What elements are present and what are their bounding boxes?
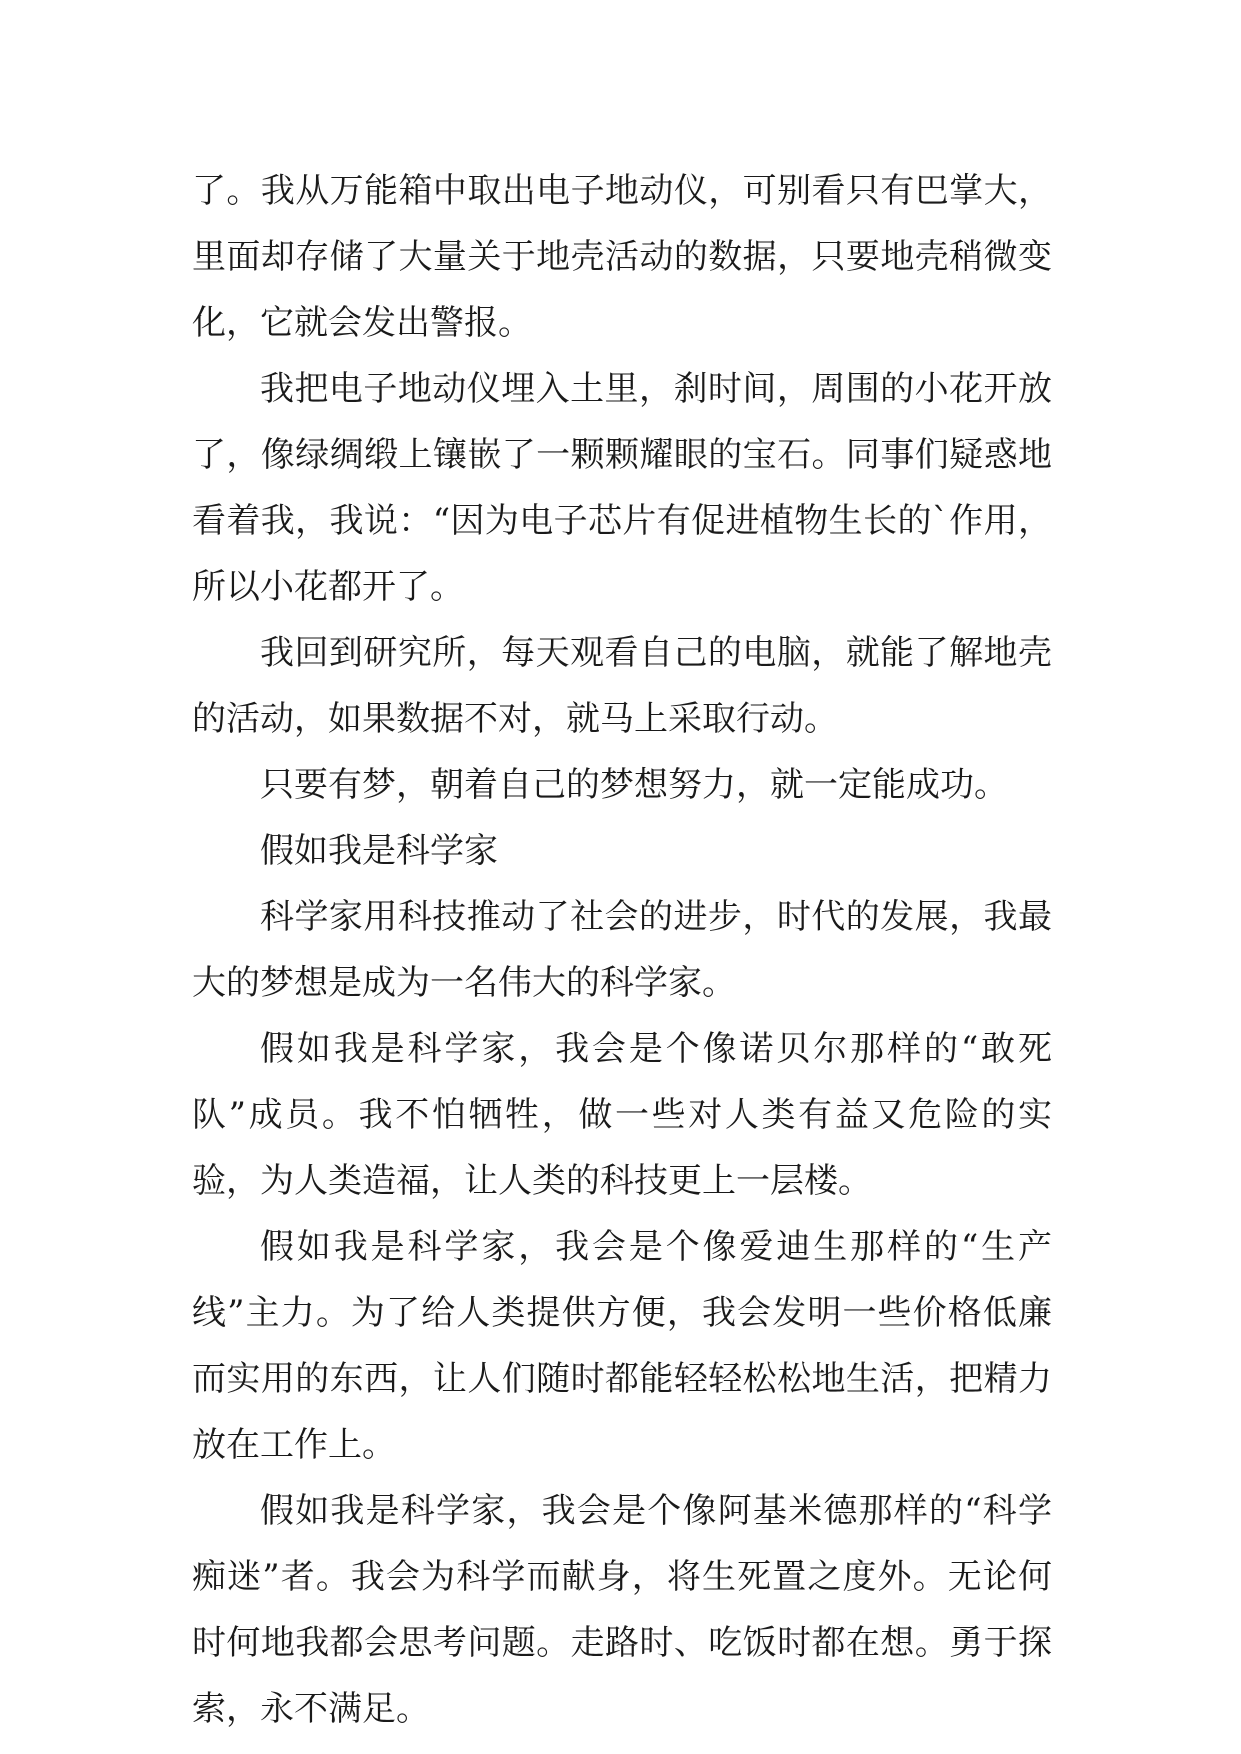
essay-title: 假如我是科学家 bbox=[260, 831, 498, 871]
paragraph: 科学家用科技推动了社会的进步，时代的发展，我最大的梦想是成为一名伟大的科学家。 bbox=[192, 897, 1052, 1003]
paragraph-continuation: 了。我从万能箱中取出电子地动仪，可别看只有巴掌大，里面却存储了大量关于地壳活动的数据，只要地壳稍微变化，它就会发出警报。 bbox=[192, 171, 1052, 343]
paragraph: 我回到研究所，每天观看自己的电脑，就能了解地壳的活动，如果数据不对，就马上采取行动。 bbox=[192, 633, 1052, 739]
paragraph: 只要有梦，朝着自己的梦想努力，就一定能成功。 bbox=[260, 765, 1008, 805]
paragraph: 假如我是科学家，我会是个像诺贝尔那样的“敢死队”成员。我不怕牺牲，做一些对人类有益又危险的实验，为人类造福，让人类的科技更上一层楼。 bbox=[192, 1029, 1052, 1201]
paragraph: 假如我是科学家，我会是个像爱迪生那样的“生产线”主力。为了给人类提供方便，我会发明一些价格低廉而实用的东西，让人们随时都能轻轻松松地生活，把精力放在工作上。 bbox=[192, 1227, 1052, 1465]
paragraph: 假如我是科学家，我会是个像阿基米德那样的“科学痴迷”者。我会为科学而献身，将生死置之度外。无论何时何地我都会思考问题。走路时、吃饭时都在想。勇于探索，永不满足。 bbox=[192, 1491, 1052, 1729]
paragraph: 我把电子地动仪埋入土里，刹时间，周围的小花开放了，像绿绸缎上镶嵌了一颗颗耀眼的宝石。同事们疑惑地看着我，我说：“因为电子芯片有促进植物生长的`作用，所以小花都开了。 bbox=[192, 369, 1052, 607]
document-body bbox=[192, 158, 1052, 1742]
